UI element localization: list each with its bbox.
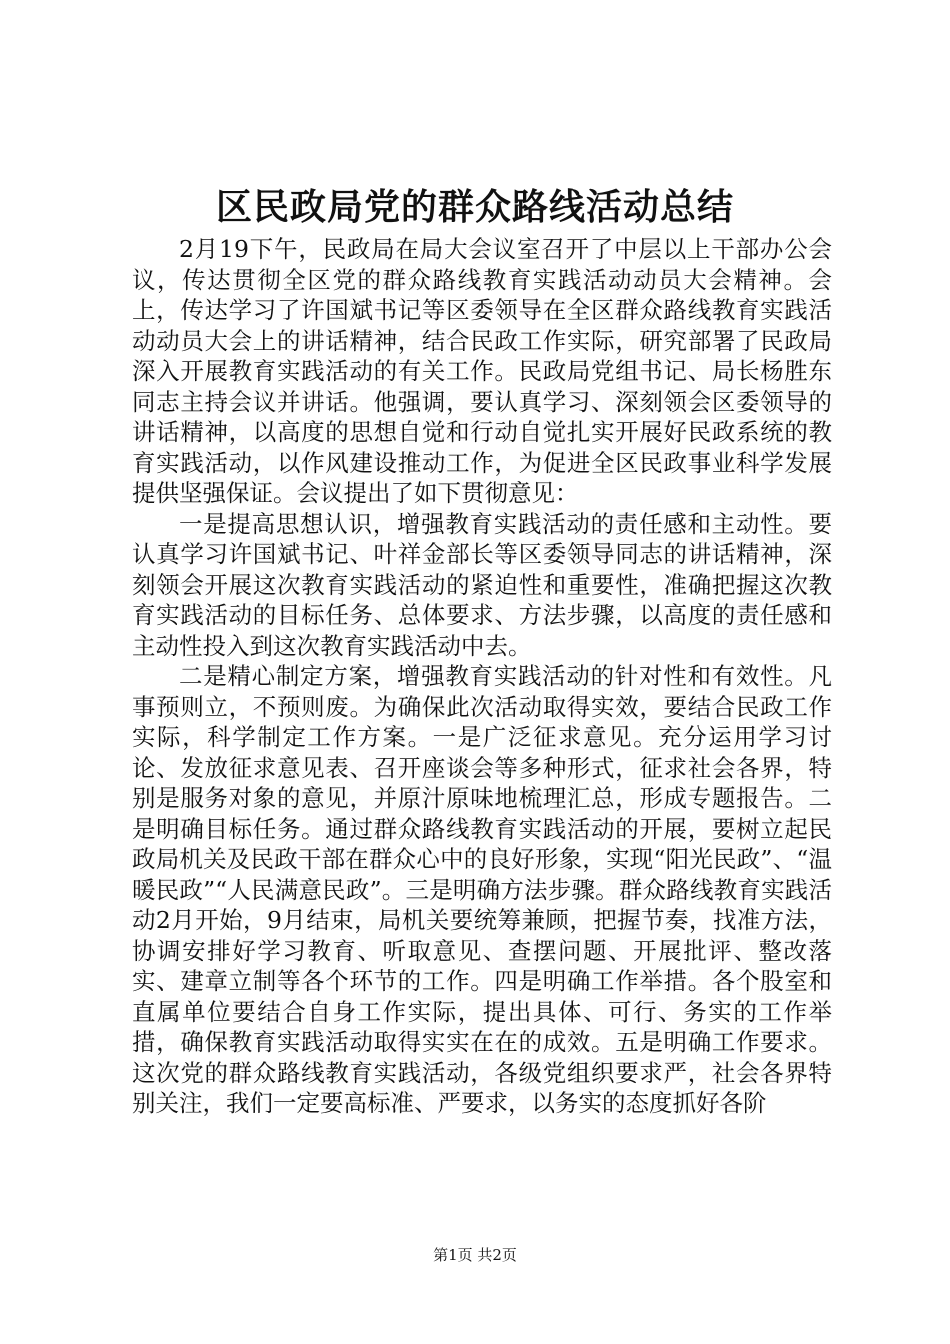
paragraph-point-two: 二是精心制定方案，增强教育实践活动的针对性和有效性。凡事预则立，不预则废。为确保此次活动取得实效，要结合民政工作实际，科学制定工作方案。一是广泛征求意见。充分运用学习讨论、发放征求意见表、召开座谈会等多种形式，征求社会各界，特别是服务对象的意见，并原汁原味地梳理汇总，形成专题报告。二是明确目标任务。通过群众路线教育实践活动的开展，要树立起民政局机关及民政干部在群众心中的良好形象，实现“阳光民政”、“温暖民政”“人民满意民政”。三是明确方法步骤。群众路线教育实践活动2月开始，9月结束，局机关要统筹兼顾，把握节奏，找准方法，协调安排好学习教育、听取意见、查摆问题、开展批评、整改落实、建章立制等各个环节的工作。四是明确工作举措。各个股室和直属单位要结合自身工作实际，提出具体、可行、务实的工作举措，确保教育实践活动取得实实在在的成效。五是明确工作要求。这次党的群众路线教育实践活动，各级党组织要求严，社会各界特别关注，我们一定要高标准、严要求，以务实的态度抓好各阶 [132, 662, 832, 1117]
page-number-footer: 第1页 共2页 [433, 1246, 517, 1264]
paragraph-intro: 2月19下午，民政局在局大会议室召开了中层以上干部办公会议，传达贯彻全区党的群众路线教育实践活动动员大会精神。会上，传达学习了许国斌书记等区委领导在全区群众路线教育实践活动动员大会上的讲话精神，结合民政工作实际，研究部署了民政局深入开展教育实践活动的有关工作。民政局党组书记、局长杨胜东同志主持会议并讲话。他强调，要认真学习、深刻领会区委领导的讲话精神，以高度的思想自觉和行动自觉扎实开展好民政系统的教育实践活动，以作风建设推动工作，为促进全区民政事业科学发展提供坚强保证。会议提出了如下贯彻意见： [132, 235, 832, 507]
document-title: 区民政局党的群众路线活动总结 [215, 187, 734, 228]
paragraph-point-one: 一是提高思想认识，增强教育实践活动的责任感和主动性。要认真学习许国斌书记、叶祥金部长等区委领导同志的讲话精神，深刻领会开展这次教育实践活动的紧迫性和重要性，准确把握这次教育实践活动的目标任务、总体要求、方法步骤，以高度的责任感和主动性投入到这次教育实践活动中去。 [132, 509, 832, 660]
document-body [132, 234, 832, 1119]
